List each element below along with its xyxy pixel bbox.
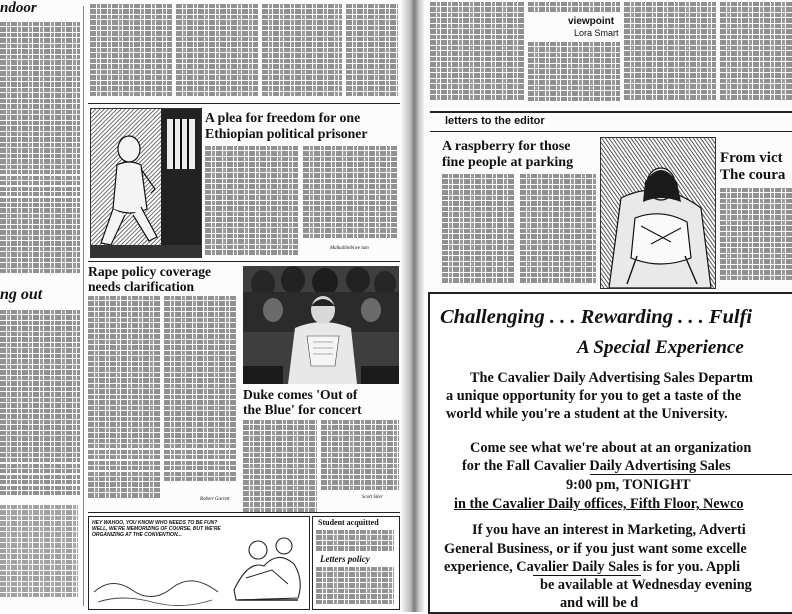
ad-headline: Challenging . . . Rewarding . . . Fulfi [440,306,753,328]
ad-line-10: and will be d [560,595,639,611]
rape-column-1 [88,296,160,501]
comic-text: HEY WAHOO, YOU KNOW WHO NEEDS TO BE FUN? WELL, WE'RE MEMORIZING OF COURSE, BUT WE'RE ORGANIZING AT THE CONVENTION... [92,520,221,539]
raspberry-column-2 [520,174,596,286]
letters-header: letters to the editor [442,115,548,127]
rape-column-2 [164,296,236,496]
duke-column-1 [243,420,317,512]
ad-line-2: a unique opportunity for you to get a taste of the [446,388,742,404]
page-gutter [400,0,426,612]
duke-column-2 [321,420,399,492]
ad-time: 9:00 pm, TONIGHT [566,477,691,493]
ad-line-4: Come see what we're about at an organization [470,440,752,456]
ad-line-1: The Cavalier Daily Advertising Sales Departm [470,370,753,386]
victim-illustration [600,137,716,289]
viewpoint-label: viewpoint [568,16,615,27]
raspberry-column-1 [442,174,514,286]
ad-line-3: world while you're a student at the University. [446,406,728,422]
letters-policy-title: Letters policy [320,554,370,564]
plea-headline-1: A plea for freedom for one [205,110,361,125]
top-column-2 [176,4,258,100]
rape-headline-1: Rape policy coverage [88,264,212,279]
ad-line-5-underline [590,474,792,475]
letters-band-bottom [430,131,792,132]
ad-line-6: If you have an interest in Marketing, Adverti [472,522,746,538]
ad-line-7: General Business, or if you just want some excelle [444,541,747,557]
victim-headline-1: From vict [720,150,783,166]
comic-drawing [228,520,306,604]
comic-scribbles [92,572,222,606]
rape-byline: Robert Garrett [200,497,230,502]
letters-band-top [430,111,792,113]
left-edge-column-bottom [0,310,80,500]
top-column-4 [346,4,398,100]
ad-line-9: be available at Wednesday evening [540,577,752,593]
ad-line-5: for the Fall Cavalier Daily Advertising Sales [462,458,731,474]
column-rule [83,6,84,606]
raspberry-headline-2: fine people at parking [442,155,574,170]
plea-bottom-rule [88,261,400,262]
right-top-column-2 [528,2,620,16]
left-edge-listing [0,505,78,605]
prisoner-illustration [90,108,202,258]
plea-column-1 [205,146,298,258]
duke-headline-2: the Blue' for concert [243,402,362,417]
bottom-section-divider [88,512,400,513]
top-column-3 [262,4,342,100]
rape-headline-2: needs clarification [88,279,195,294]
viewpoint-column-1 [528,42,620,104]
ad-line-8: experience, Cavalier Daily Sales is for you. Appli [444,559,741,575]
viewpoint-column-2 [624,2,716,104]
plea-byline: Malkallimbiwe tum [330,246,369,251]
duke-photo [243,266,399,384]
viewpoint-column-3 [720,2,792,104]
top-column-1 [90,4,172,100]
ad-subheadline: A Special Experience [577,337,744,358]
duke-byline: Scott Siler [362,495,383,500]
ad-line-8-underline [533,575,641,576]
letters-policy-body [316,567,394,605]
left-edge-column-top [0,22,80,275]
student-box-title: Student acquitted [318,518,379,527]
victim-headline-2: The coura [720,167,786,183]
duke-headline-1: Duke comes 'Out of [243,387,358,402]
victim-column [720,188,792,286]
top-section-divider [88,103,400,104]
left-edge-headline-bottom: ng out [0,286,43,303]
student-box-body [316,530,394,552]
left-edge-headline-top: ndoor [0,0,37,16]
right-top-column-1 [430,2,524,102]
raspberry-headline-1: A raspberry for those [442,139,571,154]
ad-location: in the Cavalier Daily offices, Fifth Floor, Newco [454,496,744,512]
viewpoint-author: Lora Smart [574,28,619,38]
plea-headline-2: Ethiopian political prisoner [205,126,368,141]
plea-column-2 [303,146,397,244]
